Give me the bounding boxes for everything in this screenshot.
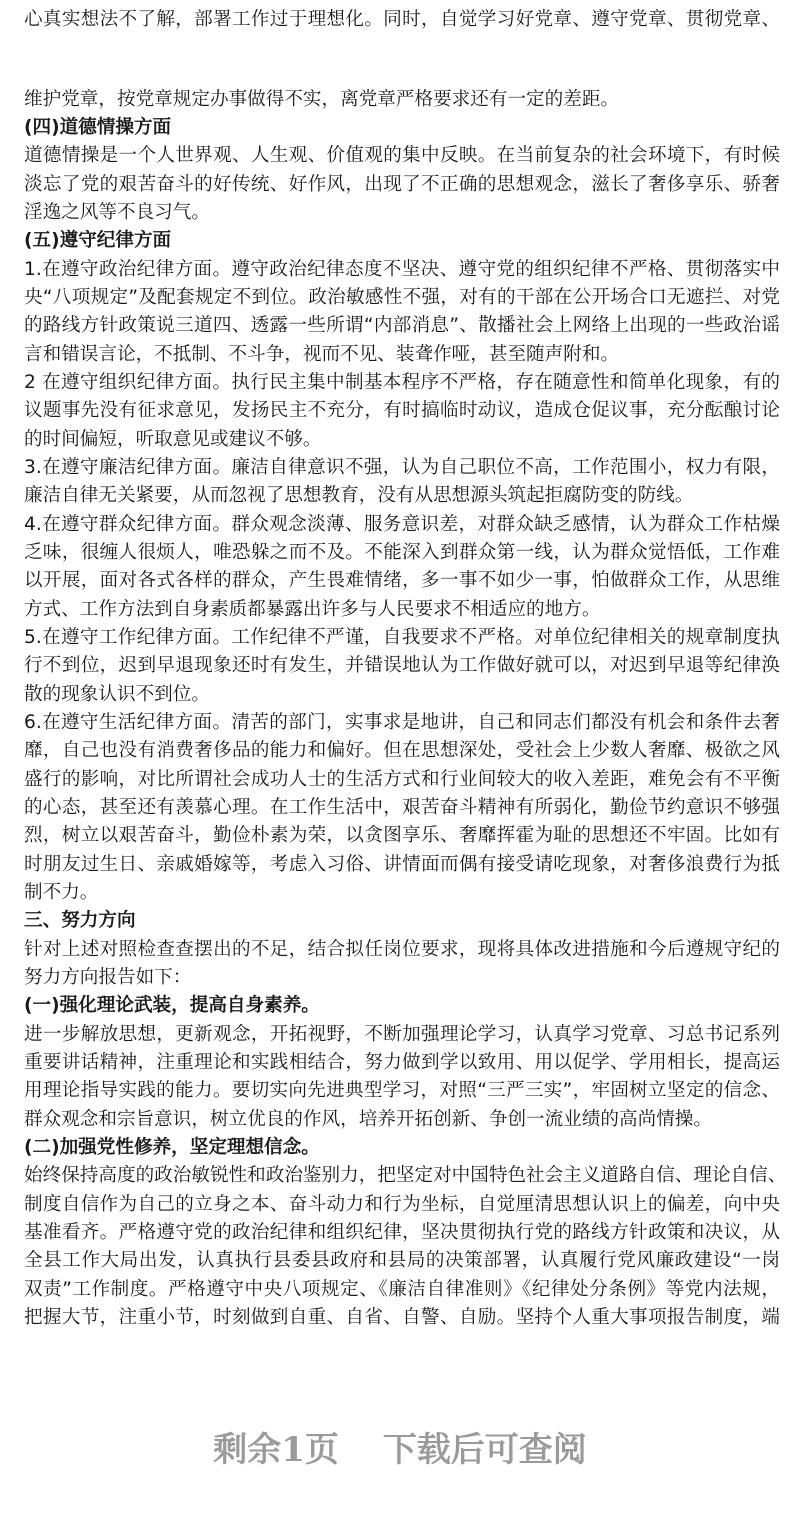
document-line: 盛行的影响，对比所谓社会成功人士的生活方式和行业间较大的收入差距，难免会有不平衡 — [24, 768, 780, 790]
document-line: 散的现象认识不到位。 — [24, 683, 210, 705]
document-line: 6.在遵守生活纪律方面。清苦的部门，实事求是地讲，自己和同志们都没有机会和条件去奢 — [24, 712, 780, 734]
section-heading: 三、努力方向 — [24, 910, 136, 932]
document-line: 淡忘了党的艰苦奋斗的好传统、好作风，出现了不正确的思想观念，滋长了奢侈享乐、骄奢 — [24, 173, 780, 195]
document-line: 5.在遵守工作纪律方面。工作纪律不严谨，自我要求不严格。对单位纪律相关的规章制度执 — [24, 627, 780, 649]
document-line: 道德情操是一个人世界观、人生观、价值观的集中反映。在当前复杂的社会环境下，有时候 — [24, 145, 780, 167]
document-line: 乏味，很缠人很烦人，唯恐躲之而不及。不能深入到群众第一线，认为群众觉悟低，工作难 — [24, 542, 780, 564]
document-line: 2 在遵守组织纪律方面。执行民主集中制基本程序不严格，存在随意性和简单化现象，有的 — [24, 372, 780, 394]
document-line: 央“八项规定”及配套规定不到位。政治敏感性不强，对有的干部在公开场合口无遮拦、对党 — [24, 287, 780, 309]
remaining-pages-label[interactable]: 剩余1页 — [213, 1430, 339, 1470]
document-line: 方式、工作方法到自身素质都暴露出许多与人民要求不相适应的地方。 — [24, 598, 601, 620]
document-line: 议题事先没有征求意见，发扬民主不充分，有时搞临时动议，造成仓促议事，充分酝酿讨论 — [24, 400, 780, 422]
document-line: 进一步解放思想，更新观念，开拓视野，不断加强理论学习，认真学习党章、习总书记系列 — [24, 1023, 780, 1045]
document-line: 用理论指导实践的能力。要切实向先进典型学习，对照“三严三实”，牢固树立坚定的信念、 — [24, 1080, 780, 1102]
document-line: 制不力。 — [24, 882, 99, 904]
document-line: 始终保持高度的政治敏锐性和政治鉴别力，把坚定对中国特色社会主义道路自信、理论自信、 — [24, 1165, 787, 1187]
document-line: 行不到位，迟到早退现象还时有发生，并错误地认为工作做好就可以，对迟到早退等纪律涣 — [24, 655, 780, 677]
document-line: 心真实想法不了解，部署工作过于理想化。同时，自觉学习好党章、遵守党章、贯彻党章、 — [24, 9, 780, 30]
document-line: 重要讲话精神，注重理论和实践相结合，努力做到学以致用、用以促学、学用相长，提高运 — [24, 1052, 780, 1074]
section-heading: (四)道德情操方面 — [24, 117, 172, 139]
document-line: 时朋友过生日、亲戚婚嫁等，考虑入习俗、讲情面而偶有接受请吃现象，对奢侈浪费行为抵 — [24, 853, 780, 875]
document-line: 廉洁自律无关紧要，从而忽视了思想教育，没有从思想源头筑起拒腐防变的防线。 — [24, 485, 694, 507]
document-line: 的时间偏短，听取意见或建议不够。 — [24, 428, 322, 450]
section-heading: (一)强化理论武装，提高自身素养。 — [24, 995, 320, 1017]
document-line: 的路线方针政策说三道四、透露一些所谓“内部消息”、散播社会上网络上出现的一些政治谣 — [24, 315, 780, 337]
document-line: 维护党章，按党章规定办事做得不实，离党章严格要求还有一定的差距。 — [24, 88, 620, 110]
document-line: 的心态，甚至还有羡慕心理。在工作生活中，艰苦奋斗精神有所弱化，勤俭节约意识不够强 — [24, 797, 780, 819]
document-line: 淫逸之风等不良习气。 — [24, 202, 210, 224]
document-line: 烈，树立以艰苦奋斗，勤俭朴素为荣，以贪图享乐、奢靡挥霍为耻的思想还不牢固。比如有 — [24, 825, 780, 847]
document-line: 针对上述对照检查查摆出的不足，结合拟任岗位要求，现将具体改进措施和今后遵规守纪的 — [24, 938, 780, 960]
download-to-view-label[interactable]: 下载后可查阅 — [382, 1430, 587, 1470]
document-line: 制度自信作为自己的立身之本、奋斗动力和行为坐标，自觉厘清思想认识上的偏差，向中央 — [24, 1193, 780, 1215]
document-line: 基准看齐。严格遵守党的政治纪律和组织纪律，坚决贯彻执行党的路线方针政策和决议，从 — [24, 1222, 780, 1243]
section-heading: (五)遵守纪律方面 — [24, 230, 172, 252]
document-line: 努力方向报告如下： — [24, 967, 192, 989]
document-line: 靡，自己也没有消费奢侈品的能力和偏好。但在思想深处，受社会上少数人奢靡、极欲之风 — [24, 740, 780, 762]
document-line: 以开展，面对各式各样的群众，产生畏难情绪，多一事不如少一事，怕做群众工作，从思维 — [24, 570, 780, 592]
document-line: 4.在遵守群众纪律方面。群众观念淡薄、服务意识差，对群众缺乏感情，认为群众工作枯燥 — [24, 513, 780, 535]
document-line: 群众观念和宗旨意识，树立优良的作风，培养开拓创新、争创一流业绩的高尚情操。 — [24, 1108, 712, 1130]
document-line: 把握大节，注重小节，时刻做到自重、自省、自警、自励。坚持个人重大事项报告制度，端 — [24, 1306, 780, 1328]
download-prompt[interactable] — [0, 1422, 800, 1471]
document-line: 双责”工作制度。严格遵守中央八项规定、《廉洁自律准则》《纪律处分条例》等党内法规， — [24, 1278, 780, 1300]
document-line: 言和错误言论，不抵制、不斗争，视而不见、装聋作哑，甚至随声附和。 — [24, 343, 620, 365]
document-line: 1.在遵守政治纪律方面。遵守政治纪律态度不坚决、遵守党的组织纪律不严格、贯彻落实中 — [24, 258, 780, 280]
section-heading: (二)加强党性修养，坚定理想信念。 — [24, 1137, 320, 1158]
document-line: 全县工作大局出发，认真执行县委县政府和县局的决策部署，认真履行党风廉政建设“一岗 — [24, 1250, 780, 1272]
document-line: 3.在遵守廉洁纪律方面。廉洁自律意识不强，认为自己职位不高，工作范围小，权力有限， — [24, 457, 780, 479]
